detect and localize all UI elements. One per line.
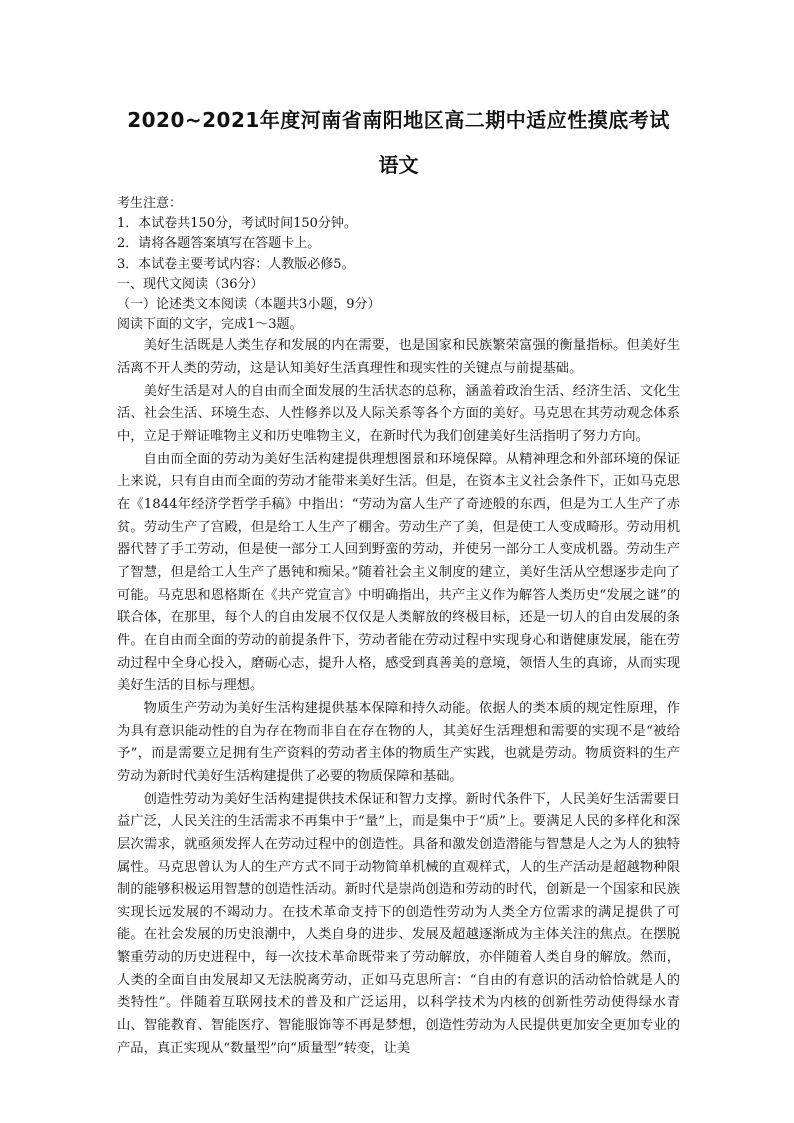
subject-title: 语文 — [378, 153, 419, 177]
passage-paragraph-2: 美好生活是对人的自由而全面发展的生活状态的总称，涵盖着政治生活、经济生活、文化生活、社会生活、环境生态、人性修养以及人际关系等各个方面的美好。马克思在其劳动观念体系中，立足于辩证唯物主义和历史唯物主义，在新时代为我们创建美好生活指明了努力方向。 — [117, 383, 680, 445]
passage-paragraph-3: 自由而全面的劳动为美好生活构建提供理想图景和环境保障。从精神理念和外部环境的保证上来说，只有自由而全面的劳动才能带来美好生活。但是，在资本主义社会条件下，正如马克思在《1844年经济学哲学手稿》中指出：“劳动为富人生产了奇迹般的东西，但是为工人生产了赤贫。劳动生产了宫殿，但是给工人生产了棚舍。劳动生产了美，但是使工人变成畸形。劳动用机器代替了手工劳动，但是使一部分工人回到野蛮的劳动，并使另一部分工人变成机器。劳动生产了智慧，但是给工人生产了愚钝和痴呆。”随着社会主义制度的建立，美好生活从空想逐步走向了可能。马克思和恩格斯在《共产党宣言》中明确指出，共产主义作为解答人类历史“发展之谜”的联合体，在那里，每个人的自由发展不仅仅是人类解放的终极目标，还是一切人的自由发展的条件。在自由而全面的劳动的前提条件下，劳动者能在劳动过程中实现身心和谐健康发展，能在劳动过程中全身心投入，磨砺心志，提升人格，感受到真善美的意境，领悟人生的真谛，从而实现美好生活的目标与理想。 — [117, 451, 680, 694]
passage-paragraph-4: 物质生产劳动为美好生活构建提供基本保障和持久动能。依据人的类本质的规定性原理，作为具有意识能动性的自为存在物而非自在存在物的人，其美好生活理想和需要的实现不是“被给予”，而是需要立足拥有生产资料的劳动者主体的物质生产实践，也就是劳动。物质资料的生产劳动为新时代美好生活构建提供了必要的物质保障和基础。 — [117, 700, 680, 784]
exam-instructions — [117, 194, 680, 335]
exam-title: 2020~2021年度河南省南阳地区高二期中适应性摸底考试 — [127, 108, 670, 132]
passage-paragraph-5: 创造性劳动为美好生活构建提供技术保证和智力支撑。新时代条件下，人民美好生活需要日益广泛，人民关注的生活需求不再集中于“量”上，而是集中于“质”上。要满足人民的多样化和深层次需求，就亟须发挥人在劳动过程中的创造性。具备和激发创造潜能与智慧是人之为人的独特属性。马克思曾认为人的生产方式不同于动物简单机械的直观样式，人的生产活动是超越物种限制的能够积极运用智慧的创造性活动。新时代是崇尚创造和劳动的时代，创新是一个国家和民族实现长远发展的不竭动力。在技术革命支持下的创造性劳动为人类全方位需求的满足提供了可能。在社会发展的历史浪潮中，人类自身的进步、发展及超越逐渐成为主体关注的焦点。在摆脱繁重劳动的历史进程中，每一次技术革命既带来了劳动解放，亦伴随着人类自身的解放。然而，人类的全面自由发展却又无法脱离劳动，正如马克思所言：“自由的有意识的活动恰恰就是人的类特性”。伴随着互联网技术的普及和广泛运用，以科学技术为内核的创新性劳动使得绿水青山、智能教育、智能医疗、智能服饰等不再是梦想，创造性劳动为人民提供更加安全更加专业的产品，真正实现从“数量型”向“质量型”转变，让美 — [117, 791, 680, 1056]
reading-instruction: 阅读下面的文字，完成1～3题。 — [117, 317, 303, 333]
subsection-heading: （一）论述类文本阅读（本题共3小题，9分） — [117, 297, 381, 313]
notice-item-3: 3．本试卷主要考试内容：人教版必修5。 — [117, 256, 355, 272]
notice-item-1: 1．本试卷共150分，考试时间150分钟。 — [117, 216, 357, 232]
reading-passage — [117, 335, 680, 1060]
notice-heading: 考生注意： — [117, 196, 183, 211]
section-heading: 一、现代文阅读（36分） — [117, 276, 264, 292]
passage-paragraph-1: 美好生活既是人类生存和发展的内在需要，也是国家和民族繁荣富强的衡量指标。但美好生活离不开人类的劳动，这是认知美好生活真理性和现实性的关键点与前提基础。 — [117, 338, 680, 377]
notice-item-2: 2．请将各题答案填写在答题卡上。 — [117, 236, 321, 252]
